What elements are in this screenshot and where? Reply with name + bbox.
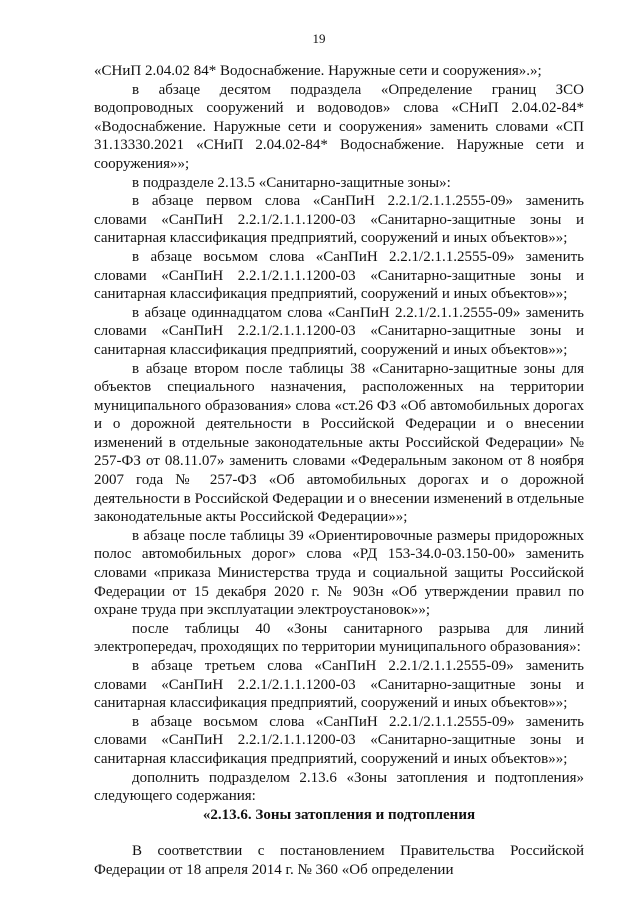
paragraph: В соответствии с постановлением Правительства Российской Федерации от 18 апреля 2014 г. № 360 «Об определении bbox=[94, 843, 584, 878]
paragraph: в абзаце третьем слова «СанПиН 2.2.1/2.1.1.2555-09» заменить словами «СанПиН 2.2.1/2.1.1.1200-03 «Санитарно-защитные зоны и санитарная классификация предприятий, сооружений и иных объектов»»; bbox=[94, 658, 584, 712]
paragraph: «СНиП 2.04.02 84* Водоснабжение. Наружные сети и сооружения».»; bbox=[94, 63, 542, 79]
paragraph: в подразделе 2.13.5 «Санитарно-защитные зоны»: bbox=[132, 174, 451, 191]
section-heading: «2.13.6. Зоны затопления и подтопления bbox=[202, 806, 476, 823]
paragraph: в абзаце одиннадцатом слова «СанПиН 2.2.1/2.1.1.2555-09» заменить словами «СанПиН 2.2.1/2.1.1.1200-03 «Санитарно-защитные зоны и санитарная классификация предприятий, сооружений и иных объектов»»; bbox=[94, 304, 584, 358]
paragraph: в абзаце после таблицы 39 «Ориентировочные размеры придорожных полос автомобильных дорог» слова «РД 153-34.0-03.150-00» заменить словами «приказа Министерства труда и социальной защиты Российской Федерации от 15 декабря 2020 г. № 903н «Об утверждении правил по охране труда при эксплуатации электроустановок»»; bbox=[94, 527, 584, 619]
paragraph: в абзаце втором после таблицы 38 «Санитарно-защитные зоны для объектов специального назначения, расположенных на территории муниципального образования» слова «ст.26 ФЗ «Об автомобильных дорогах и о дорожной деятельности в Российской Федерации и о внесении изменений в отдельные законодательные акты Российской Федерации» № 257-ФЗ от 08.11.07» заменить словами «Федеральным законом от 8 ноября 2007 года № 257-ФЗ «Об автомобильных дорогах и о дорожной деятельности в Российской Федерации и о внесении изменений в отдельные законодательные акты Российской Федерации»»; bbox=[94, 360, 584, 526]
paragraph: после таблицы 40 «Зоны санитарного разрыва для линий электропередач, проходящих по территории муниципального образования»: bbox=[94, 620, 584, 656]
document-body bbox=[94, 62, 584, 880]
paragraph: в абзаце первом слова «СанПиН 2.2.1/2.1.1.2555-09» заменить словами «СанПиН 2.2.1/2.1.1.1200-03 «Санитарно-защитные зоны и санитарная классификация предприятий, сооружений и иных объектов»»; bbox=[94, 193, 584, 247]
paragraph: в абзаце восьмом слова «СанПиН 2.2.1/2.1.1.2555-09» заменить словами «СанПиН 2.2.1/2.1.1.1200-03 «Санитарно-защитные зоны и санитарная классификация предприятий, сооружений и иных объектов»»; bbox=[94, 248, 584, 303]
page-number: 19 bbox=[312, 31, 326, 46]
paragraph: дополнить подразделом 2.13.6 «Зоны затопления и подтопления» следующего содержания: bbox=[94, 769, 584, 805]
paragraph: в абзаце десятом подраздела «Определение границ ЗСО водопроводных сооружений и водоводов» слова «СНиП 2.04.02-84* «Водоснабжение. Наружные сети и сооружения» заменить словами «СП 31.13330.2021 «СНиП 2.04.02-84* Водоснабжение. Наружные сети и сооружения»»; bbox=[94, 81, 584, 172]
spacer bbox=[94, 824, 584, 842]
paragraph: в абзаце восьмом слова «СанПиН 2.2.1/2.1.1.2555-09» заменить словами «СанПиН 2.2.1/2.1.1.1200-03 «Санитарно-защитные зоны и санитарная классификация предприятий, сооружений и иных объектов»»; bbox=[94, 713, 584, 767]
